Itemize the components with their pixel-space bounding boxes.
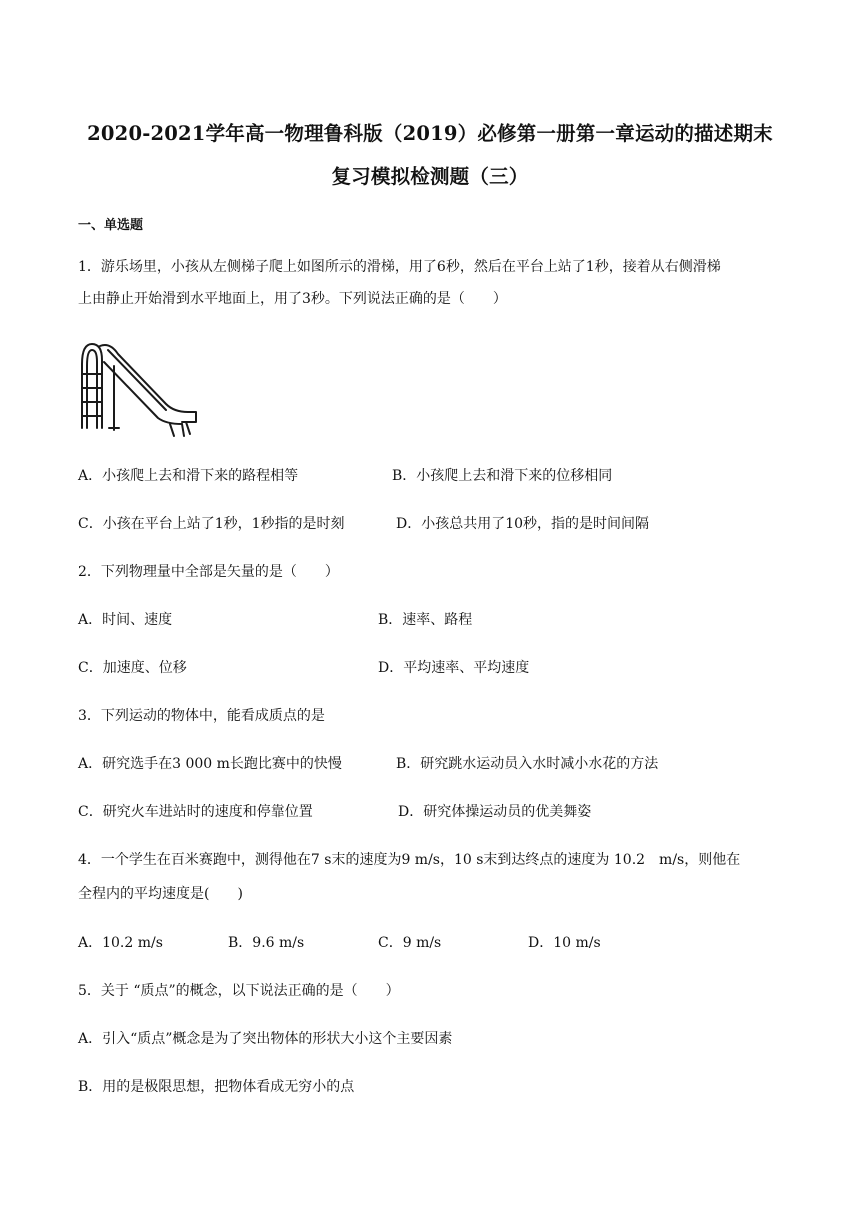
q4-stem-line-2: 全程内的平均速度是( )	[78, 886, 243, 902]
title-line-1: 2020-2021学年高一物理鲁科版（2019）必修第一册第一章运动的描述期末	[87, 122, 773, 145]
q2-option-d: D．平均速率、平均速度	[378, 660, 530, 676]
q4-option-a: A．10.2 m/s	[78, 935, 163, 951]
q4-stem-line-1: 4．一个学生在百米赛跑中，测得他在7 s末的速度为9 m/s，10 s末到达终点的速度为 10.2 m/s，则他在	[78, 852, 741, 868]
q5-option-a: A．引入“质点”概念是为了突出物体的形状大小这个主要因素	[78, 1031, 453, 1047]
q1-stem-line-2: 上由静止开始滑到水平地面上，用了3秒。下列说法正确的是（ ）	[78, 291, 507, 307]
q2-option-b: B．速率、路程	[378, 612, 473, 628]
q3-stem: 3．下列运动的物体中，能看成质点的是	[78, 708, 325, 724]
slide-icon	[78, 340, 200, 440]
q5-option-b: B．用的是极限思想，把物体看成无穷小的点	[78, 1079, 355, 1095]
q1-option-d: D．小孩总共用了10秒，指的是时间间隔	[396, 516, 650, 532]
q1-option-a: A．小孩爬上去和滑下来的路程相等	[78, 468, 299, 484]
title-line-2: 复习模拟检测题（三）	[331, 165, 529, 188]
q4-option-c: C．9 m/s	[378, 935, 442, 951]
q2-option-a: A．时间、速度	[78, 612, 173, 628]
q1-option-b: B．小孩爬上去和滑下来的位移相同	[392, 468, 613, 484]
q3-option-c: C．研究火车进站时的速度和停靠位置	[78, 804, 313, 820]
q2-option-c: C．加速度、位移	[78, 660, 187, 676]
q3-option-d: D．研究体操运动员的优美舞姿	[398, 804, 592, 820]
q1-option-c: C．小孩在平台上站了1秒，1秒指的是时刻	[78, 516, 345, 532]
q1-stem-line-1: 1．游乐场里，小孩从左侧梯子爬上如图所示的滑梯，用了6秒，然后在平台上站了1秒，接着从右侧滑梯	[78, 259, 721, 275]
q4-option-b: B．9.6 m/s	[228, 935, 305, 951]
section-heading: 一、单选题	[78, 218, 144, 233]
q2-stem: 2．下列物理量中全部是矢量的是（ ）	[78, 564, 339, 580]
q5-stem: 5．关于 “质点”的概念，以下说法正确的是（ ）	[78, 983, 400, 999]
q3-option-b: B．研究跳水运动员入水时减小水花的方法	[396, 756, 659, 772]
q4-option-d: D．10 m/s	[528, 935, 601, 951]
q3-option-a: A．研究选手在3 000 m长跑比赛中的快慢	[78, 756, 342, 772]
